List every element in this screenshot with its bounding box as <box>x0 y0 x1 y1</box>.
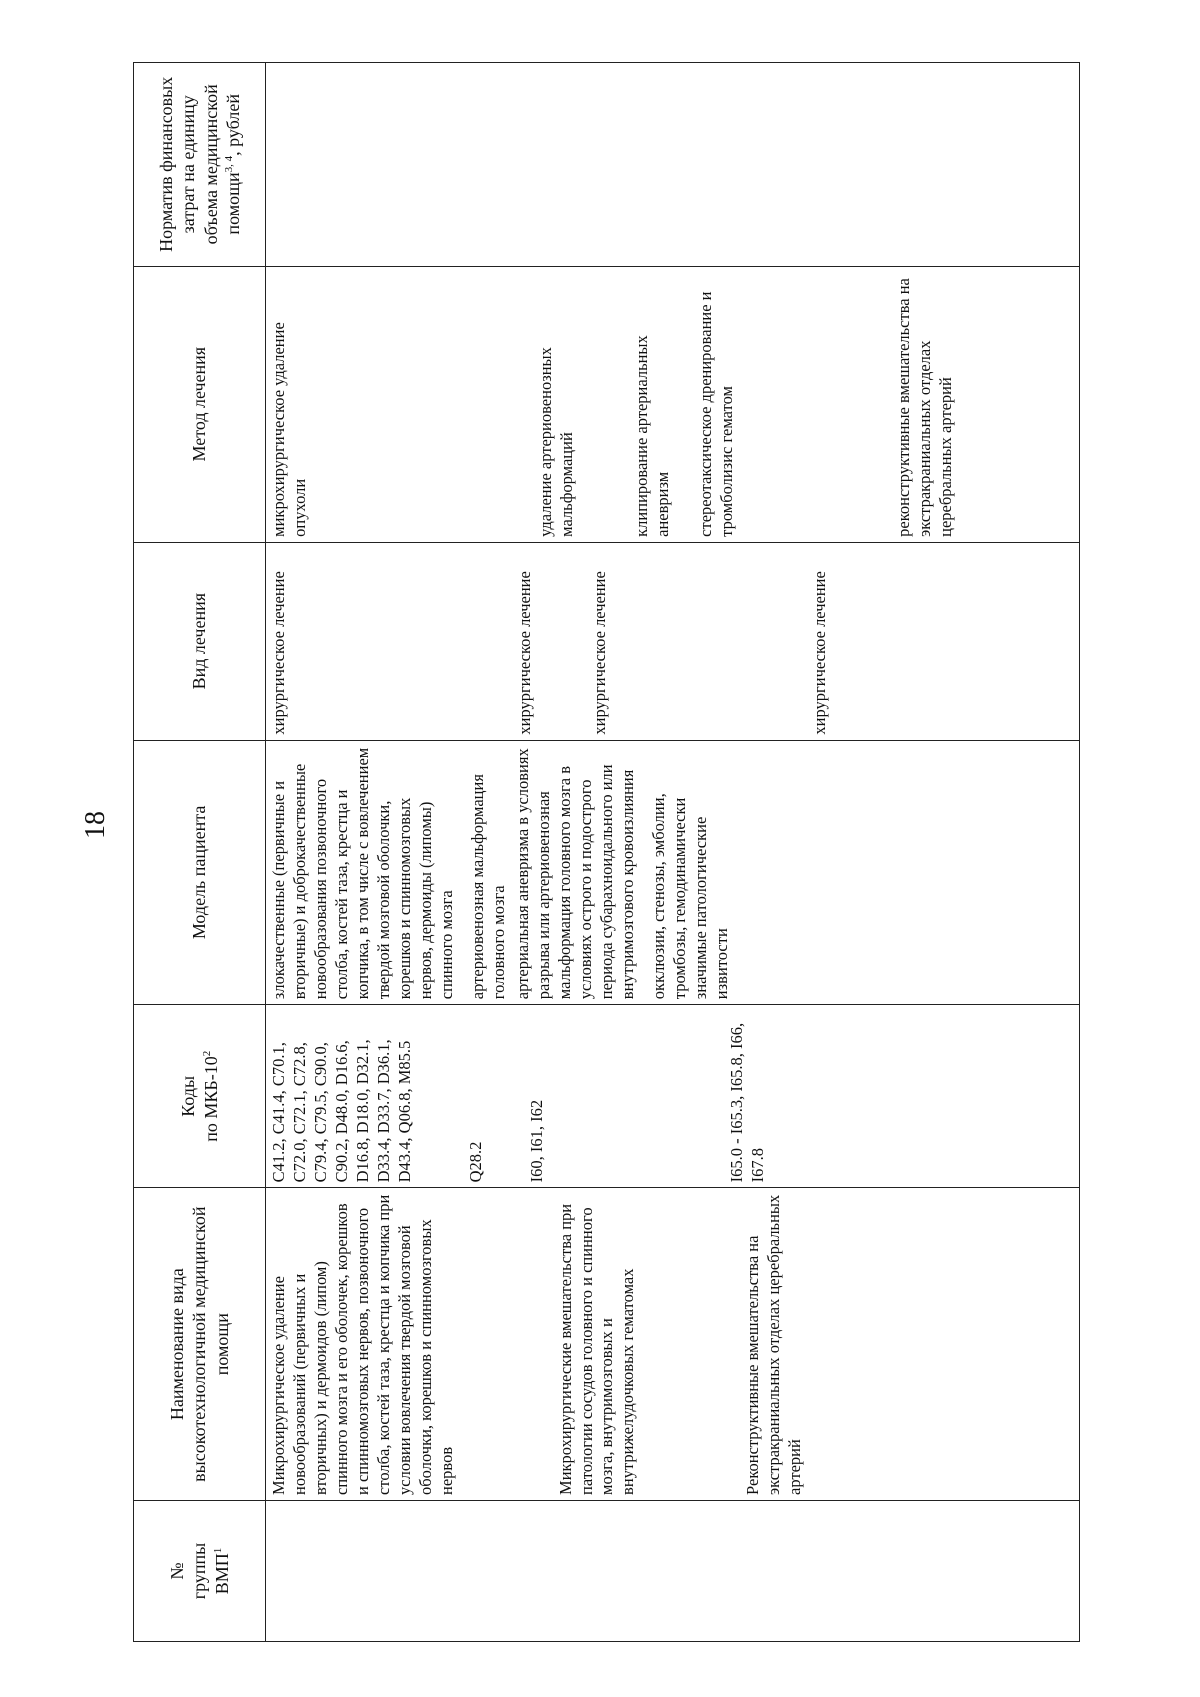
vmp-name-4: Реконструктивные вмешательства на экстракраниальных отделах церебральных артерий <box>743 1194 805 1495</box>
footnote-ref-2: 2 <box>200 1050 213 1057</box>
treatment-type-4: хирургическое лечение <box>809 571 829 735</box>
header-financial-norm <box>134 63 266 267</box>
header-num-symbol: № <box>166 1562 187 1580</box>
vmp-name-1: Микрохирургическое удаление новообразований (первичных и вторичных) и дермоидов (липом) спинного мозга и его оболочек, корешков и спинномозговых нервов, позвоночного столба, костей таза, крестца и копчика при условии вовлечения твердой мозговой оболочки, корешков и спинномозговых нервов <box>269 1194 456 1495</box>
icd-codes-4: I65.0 - I65.3, I65.8, I66, I67.8 <box>726 1022 767 1183</box>
treatment-type-1: хирургическое лечение <box>269 571 288 735</box>
header-group-number <box>134 1500 266 1641</box>
page-number: 18 <box>80 811 111 839</box>
patient-model-1: злокачественные (первичные и вторичные) и доброкачественные новообразования позвоночного столба, костей таза, крестца и копчика, в том числе с вовлечением твердой мозговой оболочки, корешков и спинномозговых нервов, дермоиды (липомы) спинного мозга <box>269 747 456 1000</box>
header-vmp-name: Наименование вида высокотехнологичной медицинской помощи <box>134 1188 266 1501</box>
icd-codes-2: Q28.2 <box>465 1141 485 1183</box>
icd-codes-1: C41.2, C41.4, C70.1, C72.0, C72.1, C72.8, C79.4, C79.5, C90.0, C90.2, D48.0, D16.6, D16.8, D18.0, D32.1, D33.4, D33.7, D36.1, D43.4, Q06.8, M85.5 <box>269 1039 414 1183</box>
patient-model-2: артериовенозная мальформация головного мозга <box>467 774 508 1000</box>
patient-model-4: окклюзии, стенозы, эмболии, тромбозы, гемодинамически значимые патологические извитости <box>649 793 732 1000</box>
vmp-table <box>133 62 1080 1642</box>
treatment-method-1: микрохирургическое удаление опухоли <box>269 322 309 537</box>
header-norm-unit: , рублей <box>223 94 243 156</box>
treatment-method-2: удаление артериовенозных мальформаций <box>535 347 576 537</box>
header-icd-codes <box>134 1005 266 1188</box>
icd-codes-3: I60, I61, I62 <box>526 1099 546 1183</box>
header-patient-model: Модель пациента <box>134 740 266 1005</box>
header-codes-icd: по МКБ-10 <box>200 1056 221 1142</box>
rotated-page-content <box>133 62 1080 1642</box>
treatment-method-3b: стереотаксическое дренирование и тромболизис гематом <box>695 291 736 537</box>
header-treatment-method: Метод лечения <box>134 266 266 542</box>
cell-treatment-types <box>266 542 1080 740</box>
cell-patient-models <box>266 740 1080 1005</box>
patient-model-3: артериальная аневризма в условиях разрыва или артериовенозная мальформация головного мозга в условиях острого и подострого периода субарахноидального или внутримозгового кровоизлияния <box>513 748 638 1000</box>
treatment-type-2: хирургическое лечение <box>514 571 534 735</box>
treatment-type-3: хирургическое лечение <box>589 571 609 735</box>
header-treatment-type: Вид лечения <box>134 542 266 740</box>
header-num-group: группы <box>189 1542 210 1600</box>
cell-financial-norm <box>266 63 1080 267</box>
cell-group-number <box>266 1500 1080 1641</box>
cell-vmp-names <box>266 1188 1080 1501</box>
header-norm-text: Норматив финансовых затрат на единицу объема медицинской помощи <box>155 76 243 252</box>
cell-icd-codes <box>266 1005 1080 1188</box>
treatment-method-4: реконструктивные вмешательства на экстракраниальных отделах церебральных артерий <box>893 278 955 537</box>
footnote-ref-3-4: 3, 4 <box>223 155 235 173</box>
vmp-name-2: Микрохирургические вмешательства при патологии сосудов головного и спинного мозга, внутримозговых и внутрижелудочковых гематомах <box>555 1203 638 1495</box>
cell-treatment-methods <box>266 266 1080 542</box>
table-header-row <box>134 63 266 1642</box>
table-row <box>266 63 1080 1642</box>
header-num-vmp: ВМП <box>211 1553 232 1595</box>
header-codes-label: Коды <box>178 1075 198 1117</box>
treatment-method-3: клипирование артериальных аневризм <box>631 335 672 537</box>
footnote-ref-1: 1 <box>211 1547 224 1554</box>
